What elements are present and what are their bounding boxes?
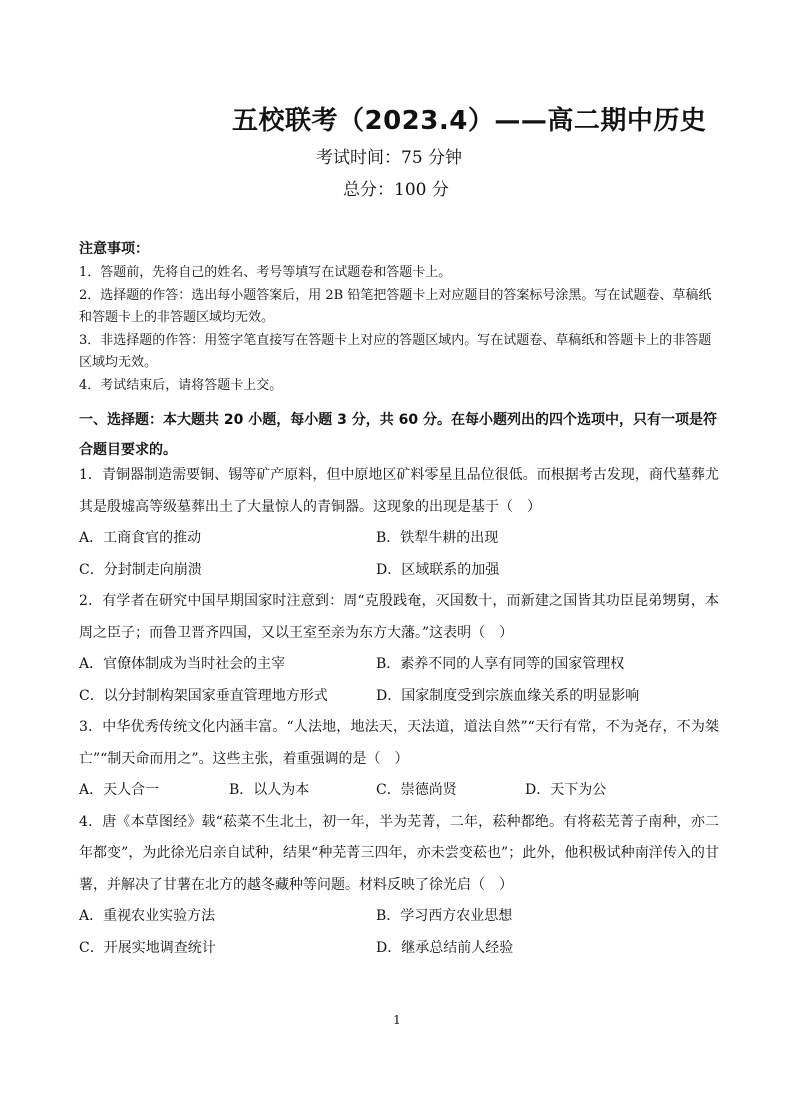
option-d: D．国家制度受到宗族血缘关系的明显影响	[376, 687, 640, 704]
question-list	[79, 460, 719, 964]
question-stem: 2．有学者在研究中国早期国家时注意到：周“克殷践奄，灭国数十，而新建之国皆其功臣昆弟甥舅，本周之臣子；而鲁卫晋齐四国，又以王室至亲为东方大藩。”这表明（ ）	[79, 593, 719, 641]
notice-item: 4．考试结束后，请将答题卡上交。	[79, 377, 283, 393]
notice-heading: 注意事项：	[79, 241, 149, 257]
question-1	[79, 460, 719, 586]
page-number: 1	[393, 1013, 401, 1027]
option-row	[79, 649, 719, 681]
question-2	[79, 586, 719, 712]
option-b: B．以人为本	[229, 782, 310, 798]
option-a: A．重视农业实验方法	[79, 908, 216, 924]
option-row	[79, 775, 719, 807]
option-b: B．素养不同的人享有同等的国家管理权	[376, 656, 625, 672]
option-c: C．以分封制构架国家垂直管理地方形式	[79, 687, 328, 704]
option-a: A．工商食官的推动	[79, 530, 202, 546]
option-c: C．分封制走向崩溃	[79, 561, 202, 578]
exam-time: 考试时间：75 分钟	[316, 148, 463, 168]
option-d: D．继承总结前人经验	[376, 939, 514, 956]
option-c: C．开展实地调查统计	[79, 939, 216, 956]
total-score: 总分：100 分	[343, 180, 449, 200]
notice-item: 1．答题前，先将自己的姓名、考号等填写在试题卷和答题卡上。	[79, 265, 452, 280]
question-stem: 3．中华优秀传统文化内涵丰富。“人法地，地法天，天法道，道法自然”“天行有常，不为尧存，不为桀亡”“制天命而用之”。这些主张，着重强调的是（ ）	[79, 719, 719, 767]
notice-list	[79, 262, 719, 397]
option-b: B．铁犁牛耕的出现	[376, 530, 499, 546]
notice-item: 2．选择题的作答：选出每小题答案后，用 2B 铅笔把答题卡上对应题目的答案标号涂黑。写在试题卷、草稿纸和答题卡上的非答题区域均无效。	[79, 287, 712, 325]
question-4	[79, 807, 719, 965]
option-a: A．天人合一	[79, 782, 160, 798]
option-d: D．区域联系的加强	[376, 561, 500, 578]
section-heading: 一、选择题：本大题共 20 小题，每小题 3 分，共 60 分。在每小题列出的四个选项中，只有一项是符合题目要求的。	[79, 412, 717, 458]
question-stem: 4．唐《本草图经》载“菘菜不生北土，初一年，半为芜菁，二年，菘种都绝。有将菘芜菁子南种，亦二年都变”，为此徐光启亲自试种，结果“种芜菁三四年，亦未尝变菘也”；此外，他积极试种南洋传入的甘薯，并解决了甘薯在北方的越冬藏种等问题。材料反映了徐光启（ ）	[79, 813, 719, 893]
option-row	[79, 681, 719, 713]
option-c: C．崇德尚贤	[376, 782, 457, 798]
exam-title: 五校联考（2023.4）——高二期中历史	[232, 106, 707, 136]
notice-item: 3．非选择题的作答：用签字笔直接写在答题卡上对应的答题区域内。写在试题卷、草稿纸和答题卡上的非答题区域均无效。	[79, 332, 712, 370]
option-d: D．天下为公	[525, 782, 607, 798]
option-b: B．学习西方农业思想	[376, 908, 513, 924]
question-stem: 1．青铜器制造需要铜、锡等矿产原料，但中原地区矿料零星且品位很低。而根据考古发现，商代墓葬尤其是殷墟高等级墓葬出土了大量惊人的青铜器。这现象的出现是基于（ ）	[79, 467, 719, 515]
question-3	[79, 712, 719, 807]
option-row	[79, 555, 719, 587]
option-a: A．官僚体制成为当时社会的主宰	[79, 656, 286, 672]
option-row	[79, 901, 719, 933]
option-row	[79, 933, 719, 965]
option-row	[79, 523, 719, 555]
